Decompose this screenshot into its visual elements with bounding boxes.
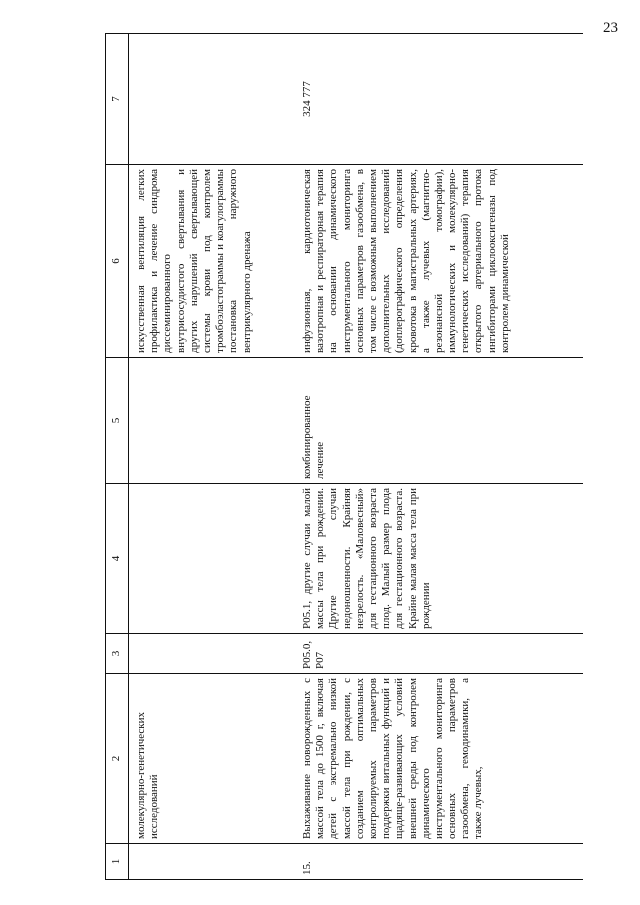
column-header-2: 2 — [106, 674, 129, 844]
cell-service-name: Выхаживание новорожденных с массой тела до 1500 г, включая детей с экстремально низкой массой тела при рождении, с созданием оптимальных контролируемых параметров поддержки витальных функций и щадяще-развивающих условий внешней среды под контролем динамического инструментального мониторинга основных параметров газообмена, гемодинамики, а также лучевых, — [287, 674, 583, 844]
page-number: 23 — [603, 20, 618, 36]
table-row-15 — [287, 34, 583, 880]
cell-index — [129, 844, 288, 880]
column-header-1: 1 — [106, 844, 129, 880]
column-header-3: 3 — [106, 634, 129, 674]
column-header-7: 7 — [106, 34, 129, 165]
cell-treatment-method: инфузионная, кардиотоническая вазотропная и респираторная терапия на основании динамического инструментального мониторинга основных параметров газообмена, в том числе с возможным выполнением дополнительных исследований (доплерографического определения кровотока в магистральных артериях, а также лучевых (магнитно-резонансной томографии), иммунологических и молекулярно-генетических исследований) терапия открытого артериального протока ингибиторами циклооксигеназы под контролем динамической — [287, 165, 583, 358]
cell-treatment-method: искусственная вентиляция легких профилактика и лечение синдрома диссеминированного внутрисосудистого свертывания и других нарушений свертывающей системы крови под контролем тромбоэластограммы и коагулограммы постановка наружного вентрикулярного дренажа — [129, 165, 288, 358]
column-header-4: 4 — [106, 484, 129, 634]
cell-index: 15. — [287, 844, 583, 880]
cell-service-name: молекулярно-генетических исследований — [129, 674, 288, 844]
column-header-6: 6 — [106, 165, 129, 358]
cell-cost: 324 777 — [287, 34, 583, 165]
cell-patient-model: P05.1, другие случаи малой массы тела при рождении. Другие случаи недоношенности. Крайняя незрелость. «Маловесный» для гестационного возраста плод. Малый размер плода для гестационного возраста. Крайне малая масса тела при рождении — [287, 484, 583, 634]
services-table — [105, 33, 583, 880]
rotated-table-wrapper — [105, 34, 585, 880]
cell-treatment-type: комбинированное лечение — [287, 358, 583, 484]
cell-patient-model — [129, 484, 288, 634]
column-header-5: 5 — [106, 358, 129, 484]
header-row — [106, 34, 129, 880]
cell-icd-codes: P05.0, P07 — [287, 634, 583, 674]
cell-cost — [129, 34, 288, 165]
cell-treatment-type — [129, 358, 288, 484]
table-row-continued — [129, 34, 288, 880]
cell-icd-codes — [129, 634, 288, 674]
